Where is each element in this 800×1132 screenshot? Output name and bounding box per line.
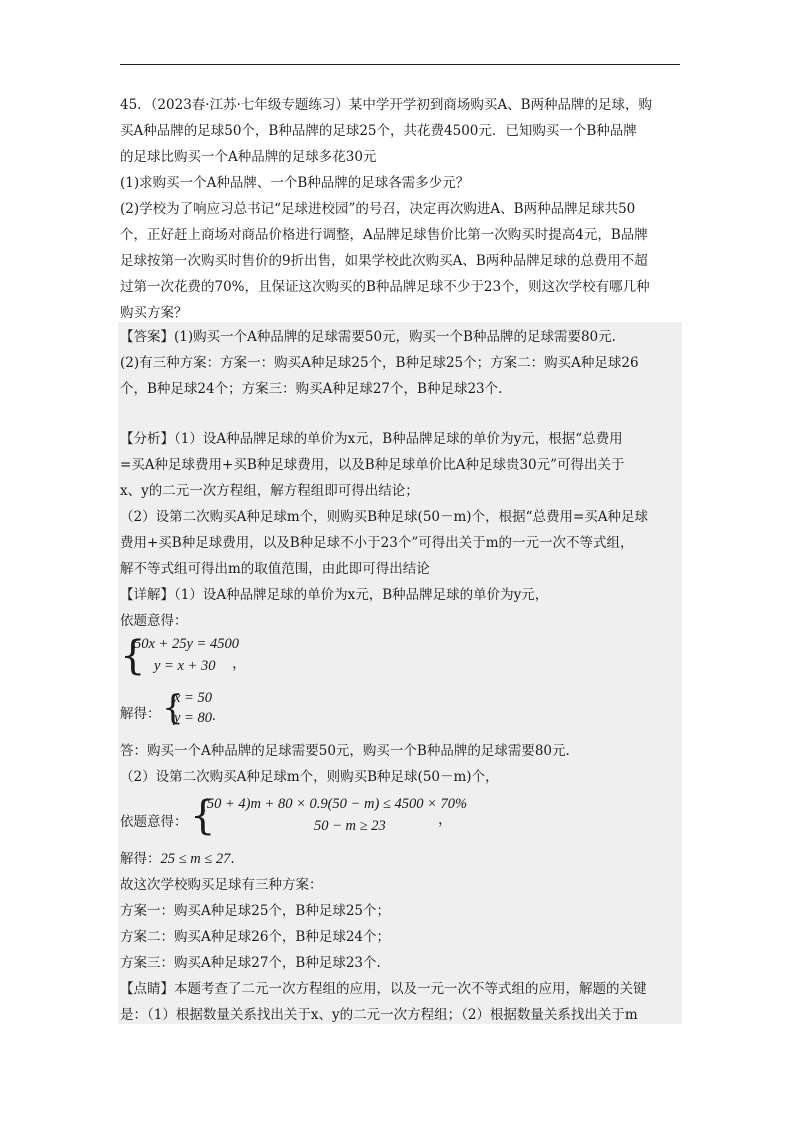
answer-1 [120, 738, 680, 790]
solution-1 [120, 688, 320, 734]
analysis-line: （2）设第二次购买A种足球m个，则购买B种足球(50－m)个，根据“总费用=买A种足球 [120, 509, 649, 525]
plans-block [120, 872, 680, 976]
problem-line: 个，正好赶上商场对商品价格进行调整，A品牌足球售价比第一次购买时提高4元，B品牌 [120, 227, 648, 243]
equation-system-1 [120, 634, 320, 684]
equation: y = x + 30 [154, 658, 216, 674]
problem-line: 45．（2023春·江苏·七年级专题练习）某中学开学初到商场购买A、B两种品牌的足球，购 [120, 97, 653, 113]
comment-line: 【点睛】本题考查了二元一次方程组的应用，以及一元一次不等式组的应用，解题的关键 [120, 981, 647, 997]
detail-line: 答：购买一个A种品牌的足球需要50元，购买一个B种品牌的足球需要80元. [120, 743, 570, 759]
inequality-system [120, 794, 520, 844]
sol2-label: 解得： [120, 851, 161, 867]
detail-block [120, 582, 680, 634]
equation: x = 50 [174, 690, 212, 706]
analysis-line: x、y的二元一次方程组，解方程组即可得出结论； [120, 483, 419, 499]
detail-line: 依题意得： [120, 613, 188, 629]
analysis-line: =买A种足球费用+买B种足球费用，以及B种足球单价比A种足球贵30元”可得出关于 [120, 457, 625, 473]
answer-line: 【答案】(1)购买一个A种品牌的足球需要50元，购买一个B种品牌的足球需要80元. [120, 329, 616, 345]
problem-line: 足球按第一次购买时售价的9折出售，如果学校此次购买A、B两种品牌足球的总费用不超 [120, 253, 648, 269]
brace-symbol: { [120, 633, 146, 679]
inequality: (50 + 4)m + 80 × 0.9(50 − m) ≤ 4500 × 70% [202, 796, 468, 812]
solution-2 [120, 846, 680, 872]
detail-line: （2）设第二次购买A种足球m个，则购买B种足球(50－m)个， [120, 769, 499, 785]
detail-line: 【详解】（1）设A种品牌足球的单价为x元，B种品牌足球的单价为y元， [120, 587, 549, 603]
problem-block [120, 92, 680, 326]
answer-line: (2)有三种方案：方案一：购买A种足球25个，B种足球25个；方案二：购买A种足球26 [120, 355, 639, 371]
brace-symbol: { [190, 793, 216, 839]
problem-line: 购买方案？ [120, 305, 188, 321]
sys2-label: 依题意得： [120, 814, 188, 830]
problem-line: 的足球比购买一个A种品牌的足球多花30元 [120, 149, 377, 165]
plan-line: 方案二：购买A种足球26个，B种足球24个； [120, 929, 391, 945]
plan-line: 方案一：购买A种足球25个，B种足球25个； [120, 903, 391, 919]
problem-line: 过第一次花费的70%，且保证这次购买的B种品牌足球不少于23个，则这次学校有哪几种 [120, 279, 650, 295]
inequality: 50 − m ≥ 23 [314, 818, 386, 834]
problem-line: (2)学校为了响应习总书记“足球进校园”的号召，决定再次购进A、B两种品牌足球共50 [120, 201, 636, 217]
brace-symbol: { [162, 688, 184, 728]
comment-block [120, 976, 680, 1028]
analysis-block [120, 426, 680, 582]
plan-line: 方案三：购买A种足球27个，B种足球23个. [120, 955, 381, 971]
analysis-line: 费用+买B种足球费用，以及B种足球不小于23个”可得出关于m的一元一次不等式组， [120, 535, 634, 551]
equation: 50x + 25y = 4500 [134, 636, 239, 652]
equation: y = 80 [174, 710, 212, 726]
punct: . [230, 851, 235, 867]
comment-line: 是：（1）根据数量关系找出关于x、y的二元一次方程组；（2）根据数量关系找出关于m [120, 1007, 638, 1023]
punct: ， [232, 656, 247, 672]
solve-label: 解得： [120, 706, 161, 722]
answer-block [120, 324, 680, 402]
detail-line [120, 846, 680, 872]
answer-line: 个，B种足球24个；方案三：购买A种足球27个，B种足球23个. [120, 381, 503, 397]
analysis-line: 【分析】（1）设A种品牌足球的单价为x元，B种品牌足球的单价为y元，根据“总费用 [120, 431, 623, 447]
problem-line: 买A种品牌的足球50个，B种品牌的足球25个，共花费4500元．已知购买一个B种品牌 [120, 123, 637, 139]
punct: . [212, 708, 216, 724]
header-rule [120, 64, 680, 65]
analysis-line: 解不等式组可得出m的取值范围，由此即可得出结论 [120, 561, 430, 577]
punct: ， [438, 812, 453, 828]
inequality: 25 ≤ m ≤ 27 [160, 851, 231, 867]
plan-line: 故这次学校购买足球有三种方案： [120, 877, 323, 893]
problem-line: (1)求购买一个A种品牌、一个B种品牌的足球各需多少元？ [120, 175, 470, 191]
